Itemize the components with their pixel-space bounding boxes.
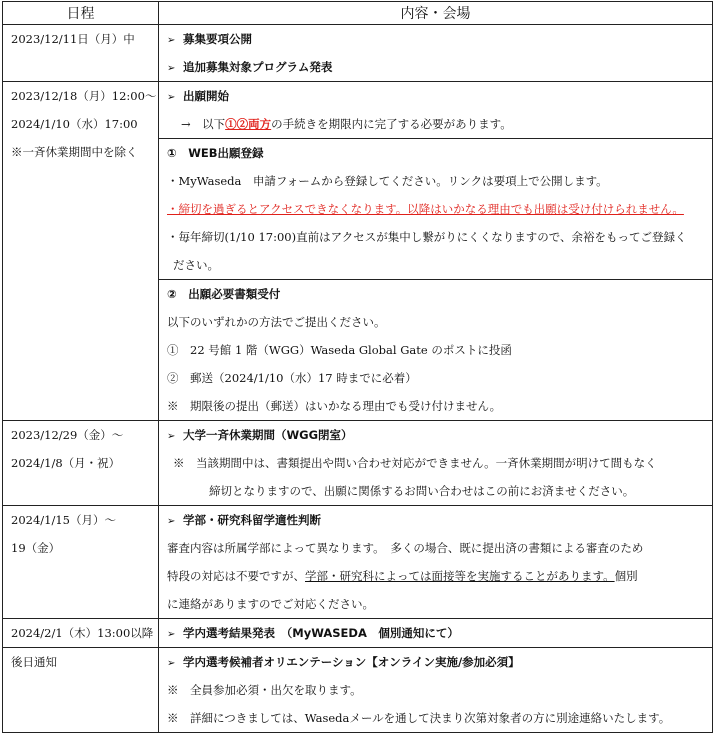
step-text: ・毎年締切(1/10 17:00)直前はアクセスが集中し繋がりにくくなりますので、余裕をもってご登録く bbox=[167, 230, 687, 244]
list-item: ➢ 学内選考結果発表 （MyWASEDA 個別通知にて） bbox=[159, 619, 712, 647]
date-note: ※一斉休業期間中を除く bbox=[11, 145, 138, 159]
date-text: 19（金） bbox=[11, 541, 61, 555]
header-schedule: 日程 bbox=[3, 2, 159, 25]
list-item: ➢ 出願開始 bbox=[159, 82, 712, 110]
step-text: ① 22 号館 1 階（WGG）Waseda Global Gate のポストに投函 bbox=[167, 343, 512, 357]
table-row bbox=[3, 25, 713, 82]
date-text: 2024/1/15（月）～ bbox=[11, 513, 116, 527]
step-title: ② 出願必要書類受付 bbox=[167, 287, 281, 301]
schedule-table bbox=[2, 1, 713, 733]
body-text: 特段の対応は不要ですが、学部・研究科によっては面接等を実施することがあります。個別 bbox=[167, 569, 638, 583]
arrow-bullet-icon: ➢ bbox=[167, 516, 176, 527]
note-text: 締切となりますので、出願に関係するお問い合わせはこの前にお済ませください。 bbox=[209, 484, 635, 498]
table-row bbox=[3, 506, 713, 619]
note-text: ※ 当該期間中は、書類提出や問い合わせ対応ができません。一斉休業期間が明けて間もなく bbox=[173, 456, 657, 470]
step-text: ・MyWaseda 申請フォームから登録してください。リンクは要項上で公開します。 bbox=[167, 174, 608, 188]
step-text: ② 郵送（2024/1/10（水）17 時までに必着） bbox=[167, 371, 417, 385]
date-text: 後日通知 bbox=[11, 655, 57, 669]
arrow-bullet-icon: ➢ bbox=[167, 92, 176, 103]
step-text: 以下のいずれかの方法でご提出ください。 bbox=[167, 315, 386, 329]
warning-text: ・締切を過ぎるとアクセスできなくなります。以降はいかなる理由でも出願は受け付けられません。 bbox=[167, 202, 684, 216]
note-text: ※ 詳細につきましては、Wasedaメールを通して決まり次第対象者の方に別途連絡いたします。 bbox=[167, 711, 671, 725]
note-text: ※ 全員参加必須・出欠を取ります。 bbox=[167, 683, 362, 697]
list-item: ➢ 追加募集対象プログラム発表 bbox=[159, 53, 712, 81]
arrow-bullet-icon: ➢ bbox=[167, 629, 176, 640]
table-row bbox=[3, 648, 713, 733]
arrow-bullet-icon: ➢ bbox=[167, 35, 176, 46]
arrow-bullet-icon: ➢ bbox=[167, 431, 176, 442]
instruction-text: → 以下①②両方の手続きを期限内に完了する必要があります。 bbox=[181, 117, 512, 131]
list-item: ➢ 募集要項公開 bbox=[159, 25, 712, 53]
body-text: に連絡がありますのでご対応ください。 bbox=[167, 597, 374, 611]
header-content: 内容・会場 bbox=[159, 2, 713, 25]
step-text: ※ 期限後の提出（郵送）はいかなる理由でも受け付けません。 bbox=[167, 399, 502, 413]
arrow-bullet-icon: ➢ bbox=[167, 63, 176, 74]
step-text: ださい。 bbox=[173, 258, 219, 272]
arrow-bullet-icon: ➢ bbox=[167, 658, 176, 669]
date-text: 2023/12/29（金）～ bbox=[11, 428, 124, 442]
table-row bbox=[3, 82, 713, 139]
date-text: 2023/12/11日（月）中 bbox=[11, 32, 135, 46]
date-text: 2024/1/8（月・祝） bbox=[11, 456, 121, 470]
table-row bbox=[3, 421, 713, 506]
body-text: 審査内容は所属学部によって異なります。 多くの場合、既に提出済の書類による審査のため bbox=[167, 541, 644, 555]
list-item: ➢ 学内選考候補者オリエンテーション【オンライン実施/参加必須】 bbox=[159, 648, 712, 676]
list-item: ➢ 大学一斉休業期間（WGG閉室） bbox=[159, 421, 712, 449]
date-text: 2023/12/18（月）12:00～ bbox=[11, 89, 157, 103]
list-item: ➢ 学部・研究科留学適性判断 bbox=[159, 506, 712, 534]
header-row bbox=[3, 2, 713, 25]
table-row bbox=[3, 619, 713, 648]
step-title: ① WEB出願登録 bbox=[167, 146, 264, 160]
date-text: 2024/2/1（木）13:00以降 bbox=[11, 626, 154, 640]
date-text: 2024/1/10（水）17:00 bbox=[11, 117, 138, 131]
